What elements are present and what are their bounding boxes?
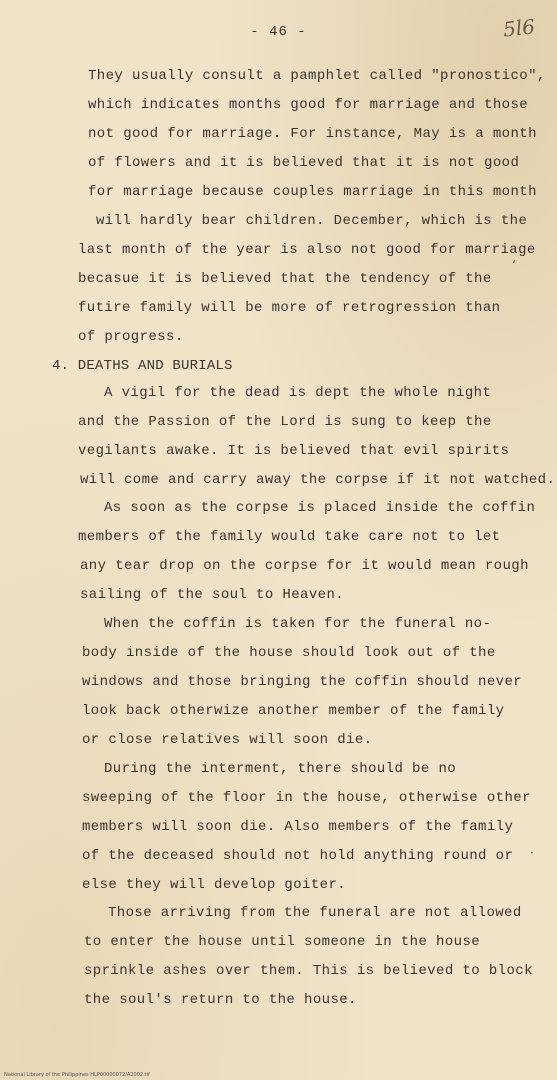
text-line: members of the family would take care not to let	[78, 529, 501, 545]
text-line: body inside of the house should look out of the	[82, 645, 496, 661]
stray-pen-mark: ʻ	[512, 258, 516, 272]
text-line: to enter the house until someone in the house	[84, 934, 481, 950]
archive-footer: National Library of the Philippines HLP00000072/A2002.tif	[4, 1072, 150, 1078]
text-line: sprinkle ashes over them. This is believed to block	[84, 963, 533, 979]
text-line: which indicates months good for marriage and those	[88, 97, 529, 113]
text-line: As soon as the corpse is placed inside the coffin	[104, 500, 536, 516]
text-line: vegilants awake. It is believed that evil spirits	[78, 443, 510, 459]
text-line: windows and those bringing the coffin should never	[82, 674, 523, 690]
text-line: any tear drop on the corpse for it would mean rough	[80, 558, 529, 574]
text-line: will come and carry away the corpse if it not watched.	[80, 472, 556, 488]
text-line: of the deceased should not hold anything round or	[82, 848, 514, 864]
text-line: During the interment, there should be no	[104, 761, 457, 777]
text-line: When the coffin is taken for the funeral no-	[104, 616, 492, 632]
text-line: members will soon die. Also members of the family	[82, 819, 514, 835]
text-line: will hardly bear children. December, which is the	[96, 213, 528, 229]
text-line: futire family will be more of retrogression than	[78, 300, 501, 316]
text-line: for marriage because couples marriage in this month	[88, 184, 537, 200]
text-line: sailing of the soul to Heaven.	[80, 587, 345, 603]
text-line: look back otherwize another member of the family	[82, 703, 505, 719]
section-heading: 4. DEATHS AND BURIALS	[52, 358, 233, 374]
text-line: They usually consult a pamphlet called "pronostico",	[88, 68, 546, 84]
text-line: Those arriving from the funeral are not allowed	[108, 905, 522, 921]
text-line: last month of the year is also not good for marriage	[78, 242, 536, 258]
stray-pen-mark: ·	[530, 846, 534, 860]
text-line: and the Passion of the Lord is sung to keep the	[78, 414, 492, 430]
text-line: A vigil for the dead is dept the whole night	[104, 385, 492, 401]
text-line: the soul's return to the house.	[84, 992, 357, 1008]
text-line: else they will develop goiter.	[82, 877, 347, 893]
handwritten-folio-number: 5l6	[501, 14, 537, 42]
text-line: of progress.	[78, 329, 184, 345]
text-line: not good for marriage. For instance, May is a month	[88, 126, 537, 142]
text-line: becasue it is believed that the tendency of the	[78, 271, 492, 287]
page-number: - 46 -	[250, 24, 307, 40]
text-line: of flowers and it is believed that it is not good	[88, 155, 520, 171]
text-line: sweeping of the floor in the house, otherwise other	[82, 790, 531, 806]
text-line: or close relatives will soon die.	[82, 732, 373, 748]
